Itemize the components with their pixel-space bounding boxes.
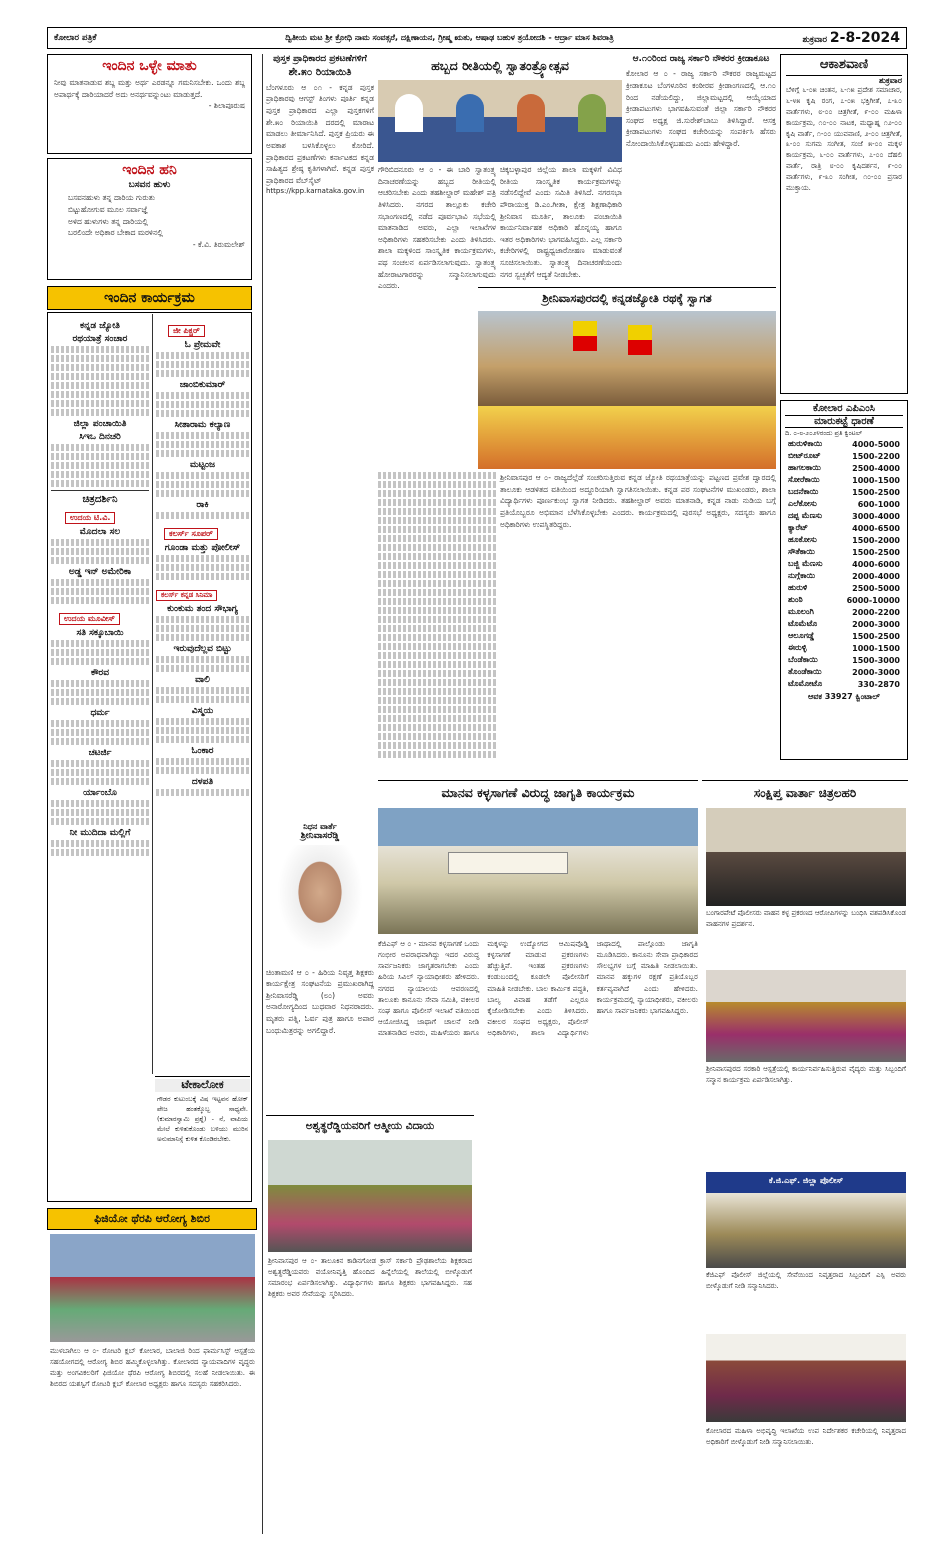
quote-author: - ಶಿಲಾಪೂರುಷ [208, 101, 245, 111]
apmc-commodity: ಮೂಲಂಗಿ [788, 607, 814, 617]
apmc-row [785, 642, 903, 654]
apmc-price: 1500-2000 [852, 535, 900, 545]
programme-item: ವಾಲಿ [195, 675, 210, 685]
quote-body: ನೀವು ಮಾತನಾಡುವ ಶಬ್ದ ಮತ್ತು ಅರ್ಥ ಎರಡನ್ನೂ ಗಮನಿಸಬೇಕು. ಒಂದು ಶಬ್ದ ಅಪಾರ್ಥಕ್ಕೆ ದಾರಿಯಾದರೆ ಅದು ಅನರ್ಥವನ್ನುಂಟು ಮಾಡುತ್ತದೆ. [54, 78, 245, 99]
obit-label: ನಿಧನ ವಾರ್ತೆ [303, 822, 337, 831]
apmc-box [780, 400, 908, 760]
brief-photo-2 [706, 970, 906, 1062]
text-lines [51, 346, 149, 416]
trafficking-title: ಮಾನವ ಕಳ್ಳಸಾಗಣೆ ವಿರುದ್ಧ ಜಾಗೃತಿ ಕಾರ್ಯಕ್ರಮ [441, 785, 635, 801]
apmc-row [785, 594, 903, 606]
apmc-price: 6000-10000 [846, 595, 900, 605]
apmc-commodity: ಟೊಮೆಟೊ [788, 619, 818, 629]
apmc-price: 1500-2200 [852, 451, 900, 461]
programme-sub: ರಥಯಾತ್ರೆ ಸಂಚಾರ [72, 334, 128, 344]
trafficking-body: ಕೆಜಿಎಫ್ ಆ ೦ - ಮಾನವ ಕಳ್ಳಸಾಗಣೆ ಒಂದು ಗಂಭೀರ ಅಪರಾಧವಾಗಿದ್ದು ಇದರ ವಿರುದ್ಧ ಸಾರ್ವಜನಿಕರು ಜಾಗೃತರಾಗಬೇಕು ಎಂದು ಹಿರಿಯ ಸಿವಿಲ್ ನ್ಯಾಯಾಧೀಶರು ಹೇಳಿದರು. ನಗರದ ನ್ಯಾಯಾಲಯ ಆವರಣದಲ್ಲಿ ತಾಲೂಕು ಕಾನೂನು ಸೇವಾ ಸಮಿತಿ, ವಕೀಲರ ಸಂಘ ಹಾಗೂ ಪೊಲೀಸ್ ಇಲಾಖೆ ವತಿಯಿಂದ ಆಯೋಜಿಸಿದ್ದ ಜಾಥಾಗೆ ಚಾಲನೆ ನೀಡಿ ಮಾತನಾಡಿದ ಅವರು, ಮಹಿಳೆಯರು ಹಾಗೂ ಮಕ್ಕಳನ್ನು ಉದ್ಯೋಗದ ಆಮಿಷವೊಡ್ಡಿ ಕಳ್ಳಸಾಗಣೆ ಮಾಡುವ ಪ್ರಕರಣಗಳು ಹೆಚ್ಚುತ್ತಿವೆ. ಇಂತಹ ಪ್ರಕರಣಗಳು ಕಂಡುಬಂದಲ್ಲಿ ಕೂಡಲೇ ಪೊಲೀಸರಿಗೆ ಮಾಹಿತಿ ನೀಡಬೇಕು. ಬಾಲ ಕಾರ್ಮಿಕ ಪದ್ಧತಿ, ಬಾಲ್ಯ ವಿವಾಹ ತಡೆಗೆ ಎಲ್ಲರೂ ಕೈಜೋಡಿಸಬೇಕು ಎಂದು ತಿಳಿಸಿದರು. ವಕೀಲರ ಸಂಘದ ಅಧ್ಯಕ್ಷರು, ಪೊಲೀಸ್ ಅಧಿಕಾರಿಗಳು, ಶಾಲಾ ವಿದ್ಯಾರ್ಥಿಗಳು ಜಾಥಾದಲ್ಲಿ ಪಾಲ್ಗೊಂಡು ಜಾಗೃತಿ ಮೂಡಿಸಿದರು. ಕಾನೂನು ಸೇವಾ ಪ್ರಾಧಿಕಾರದ ಸೌಲಭ್ಯಗಳ ಬಗ್ಗೆ ಮಾಹಿತಿ ನೀಡಲಾಯಿತು. ಮಾನವ ಹಕ್ಕುಗಳ ರಕ್ಷಣೆ ಪ್ರತಿಯೊಬ್ಬರ ಕರ್ತವ್ಯವಾಗಿದೆ ಎಂದು ಹೇಳಿದರು. ಕಾರ್ಯಕ್ರಮದಲ್ಲಿ ನ್ಯಾಯಾಧೀಶರು, ವಕೀಲರು ಹಾಗೂ ಸಾರ್ವಜನಿಕರು ಭಾಗವಹಿಸಿದ್ದರು. [378, 939, 698, 1038]
sports-title: ಆ.೧೦ರಿಂದ ರಾಜ್ಯ ಸರ್ಕಾರಿ ನೌಕರರ ಕ್ರೀಡಾಕೂಟ [632, 54, 770, 64]
brief-caption-4: ಕೋಲಾರದ ಮಹಿಳಾ ಅಭಿವೃದ್ಧಿ ಇಲಾಖೆಯ ಉಪ ನಿರ್ದೇಶಕರ ಕಚೇರಿಯಲ್ಲಿ ನಿವೃತ್ತರಾದ ಅಧಿಕಾರಿಗೆ ಬೀಳ್ಕೊಡುಗೆ ನೀಡಿ ಸನ್ಮಾನಿಸಲಾಯಿತು. [706, 1427, 906, 1446]
apmc-commodity: ಟೊಮೋಟೊ [788, 679, 823, 689]
physio-body: ಮುಳಬಾಗಿಲು ಆ ೦- ರೋಟರಿ ಕ್ಲಬ್ ಕೋಲಾರ, ಬಾಲಾಜಿ ರಿಂದ ಫಾರ್ಮಸಿಸ್ಟ್ ಆಸ್ಪತ್ರೆಯ ಸಹಯೋಗದಲ್ಲಿ ಆರೋಗ್ಯ ಶಿಬಿರ ಹಮ್ಮಿಕೊಳ್ಳಲಾಗಿತ್ತು. ಕೋಲಾರದ ನ್ಯಾಯವಾದಿಗಳ ವೃದ್ಧರು ಮತ್ತು ಅಂಗವಿಕಲರಿಗೆ ಫಿಜಿಯೋ ಥೆರಪಿ ಆರೋಗ್ಯ ಶಿಬಿರದಲ್ಲಿ ಸಲಹೆ ನೀಡಲಾಯಿತು. ಈ ಶಿಬಿರದ ಯಶಸ್ವಿಗೆ ರೋಟರಿ ಕ್ಲಬ್ ಕೋಲಾರ ಅಧ್ಯಕ್ಷರು ಹಾಗೂ ಸದಸ್ಯರು ಸಹಕರಿಸಿದರು. [50, 1347, 255, 1388]
programme-title-bar [47, 286, 252, 310]
text-lines [51, 720, 149, 745]
programme-title: ಇಂದಿನ ಕಾರ್ಯಕ್ರಮ [104, 289, 195, 306]
apmc-commodity: ಕ್ಯಾರೆಟ್ [788, 523, 808, 533]
jyothi-title: ಶ್ರೀನಿವಾಸಪುರದಲ್ಲಿ ಕನ್ನಡಜ್ಯೋತಿ ರಥಕ್ಕೆ ಸ್ವಾಗತ [542, 290, 712, 305]
programme-item: ಸೀತಾರಾಮ ಕಲ್ಯಾಣ [174, 420, 231, 430]
apmc-price: 600-1000 [857, 499, 900, 509]
programme-item: ಇರುವುದೆಲ್ಲವ ಬಿಟ್ಟು [173, 644, 232, 654]
programme-item: ಗೂಂಡಾ ಮತ್ತು ಪೋಲೀಸ್ [164, 543, 241, 553]
apmc-price-table [785, 438, 903, 690]
hani-line: ಅಳಿದ ಹುಳುಗಳು ತನ್ನ ದಾರಿಯಲ್ಲಿ [68, 216, 148, 226]
apmc-commodity: ಎಲೆಕೋಸು [788, 499, 817, 509]
brief-photo-4 [706, 1334, 906, 1422]
brief-photo-3 [706, 1172, 906, 1268]
apmc-commodity: ಹಾಗಲಕಾಯಿ [788, 463, 821, 473]
programme-left-list [51, 318, 149, 858]
school-body: ಚಿಕ್ಕಬಳ್ಳಾಪುರ ಜಿಲ್ಲೆಯ ಶಾಲಾ ಮಕ್ಕಳಿಗೆ ವಿವಿಧ ರೀತಿಯ ಸಾಂಸ್ಕೃತಿಕ ಕಾರ್ಯಕ್ರಮಗಳನ್ನು ನಡೆಸಲಿದ್ದೇವೆ ಎಂದು ಸಮಿತಿ ತಿಳಿಸಿದೆ. ನಗರಸಭಾ ಪೌರಾಯುಕ್ತ ಡಿ.ಎಂ.ಗೀತಾ, ಕ್ಷೇತ್ರ ಶಿಕ್ಷಣಾಧಿಕಾರಿ ಶ್ರೀನಿವಾಸ ಮೂರ್ತಿ, ತಾಲೂಕು ಪಂಚಾಯಿತಿ ಕಾರ್ಯನಿರ್ವಾಹಕ ಅಧಿಕಾರಿ ಹೊನ್ನಯ್ಯ ಹಾಗೂ ಇತರ ಅಧಿಕಾರಿಗಳು ಭಾಗವಹಿಸಿದ್ದರು. ಎಲ್ಲ ಸರ್ಕಾರಿ ಕಚೇರಿಗಳಲ್ಲಿ ರಾಷ್ಟ್ರಧ್ವಜಾರೋಹಣ ಮಾಡುವಂತೆ ಸೂಚಿಸಲಾಯಿತು. ಸ್ವಾತಂತ್ರ್ಯ ದಿನಾಚರಣೆಯಂದು ನಗರ ಸ್ವಚ್ಛತೆಗೆ ಆದ್ಯತೆ ನೀಡಬೇಕು. [500, 165, 622, 279]
obit-box [266, 822, 374, 1036]
apmc-price: 4000-6500 [852, 523, 900, 533]
programme-item: ರ್ಯಾಂಬೊ [83, 788, 117, 798]
independence-body-continued [378, 470, 496, 770]
independence-photo [378, 80, 622, 162]
apmc-row [785, 582, 903, 594]
telelok-body: ಗೌಡರ ಕುಟುಂಬಕ್ಕೆ ವಿಷ ಇಟ್ಟವನ ಹೋಕ್ ಪೇಜ ಹಂತಕ್ಕೊಬ್ಬ ಸಾಧ್ಯವೇ. (ಕುಮಾರಸ್ವಾಮಿ ಪ್ರಶ್ನೆ) - ನೆ, ವಾಪಿಯ ಮೇಲೆ ಕುಳಿತುಕೊಂಡು ಬಳಿಯು ಮುರಿಸ ಅನುಮಾನಿಸ್ಸೆ ಕುಳಿತ ಕೊಂಡಿರಬೇಕು. [157, 1094, 248, 1143]
programme-item: ಮಟ್ಟಂಜ [189, 460, 216, 470]
apmc-row [785, 678, 903, 690]
apmc-row [785, 534, 903, 546]
text-lines [51, 539, 149, 564]
col-divider [262, 54, 263, 1534]
apmc-price: 1500-2500 [852, 487, 900, 497]
meeting-people [378, 94, 622, 132]
apmc-price: 3000-4000 [852, 511, 900, 521]
apmc-row [785, 558, 903, 570]
apmc-row [785, 498, 903, 510]
masthead-panchanga: ದ್ವಿತೀಯ ಮಟ ಶ್ರೀ ಕ್ರೋಧಿ ನಾಮ ಸಂವತ್ಸರೆ, ದಕ್ಷಿಣಾಯನ, ಗ್ರೀಷ್ಮ ಋತು, ಆಷಾಢ ಬಹುಳ ತ್ರಯೋದಶಿ - ಆರ್ದ್ರಾ ಮಾಸ ಶಿವರಾತ್ರಿ [285, 33, 614, 42]
independence-body: ಗೌರಿಬಿದನೂರು ಆ ೦ - ಈ ಬಾರಿ ಸ್ವಾತಂತ್ರ್ಯ ದಿನಾಚರಣೆಯನ್ನು ಹಬ್ಬದ ರೀತಿಯಲ್ಲಿ ಆಚರಿಸಬೇಕು ಎಂದು ತಹಶೀಲ್ದಾರ್ ಮಹೇಶ್ ಪತ್ರಿ ತಿಳಿಸಿದರು. ನಗರದ ತಾಲ್ಲೂಕು ಕಚೇರಿ ಸಭಾಂಗಣದಲ್ಲಿ ನಡೆದ ಪೂರ್ವಭಾವಿ ಸಭೆಯಲ್ಲಿ ಮಾತನಾಡಿದ ಅವರು, ಎಲ್ಲಾ ಇಲಾಖೆಗಳ ಅಧಿಕಾರಿಗಳು ಸಹಕರಿಸಬೇಕು ಎಂದು ತಿಳಿಸಿದರು. ಶಾಲಾ ಮಕ್ಕಳಿಂದ ಸಾಂಸ್ಕೃತಿಕ ಕಾರ್ಯಕ್ರಮಗಳು, ಪಥ ಸಂಚಲನ ಏರ್ಪಡಿಸಲಾಗುವುದು. ಸ್ವಾತಂತ್ರ್ಯ ಹೋರಾಟಗಾರರನ್ನು ಸನ್ಮಾನಿಸಲಾಗುವುದು ಎಂದರು. [378, 165, 496, 291]
independence-title: ಹಬ್ಬದ ರೀತಿಯಲ್ಲಿ ಸ್ವಾತಂತ್ರ್ಯೋತ್ಸವ [431, 57, 569, 73]
book-box [266, 54, 374, 197]
hani-line: ಬಸವನಹುಳು ತನ್ನ ದಾರಿಯ ಗುರುತು [68, 193, 156, 203]
apmc-row [785, 438, 903, 450]
apmc-commodity: ನುಗ್ಗೆಕಾಯಿ [788, 571, 816, 581]
trafficking-title-bar [378, 780, 698, 806]
programme-item: ಕುಂಕುಮ ತಂದ ಸೌಭಾಗ್ಯ [167, 604, 238, 614]
programme-item: ದಳಪತಿ [191, 777, 214, 787]
apmc-price: 4000-6000 [852, 559, 900, 569]
jyothi-photo [478, 311, 776, 469]
apmc-price: 1000-1500 [852, 475, 900, 485]
apmc-commodity: ಸೋರೆಕಾಯಿ [788, 475, 820, 485]
apmc-price: 4000-5000 [852, 439, 900, 449]
radio-title: ಆಕಾಶವಾಣಿ [786, 58, 902, 76]
apmc-row [785, 450, 903, 462]
programme-item: ಓಂಕಾರ [191, 746, 214, 756]
text-lines [51, 444, 149, 487]
text-lines [51, 800, 149, 825]
text-lines [156, 472, 249, 497]
masthead [47, 27, 907, 49]
apmc-price: 330-2870 [857, 679, 900, 689]
radio-box [780, 54, 908, 394]
masthead-day: ಶುಕ್ರವಾರ [802, 35, 827, 45]
physio-photo [50, 1234, 255, 1342]
apmc-commodity: ಹೂಕೋಸು [788, 535, 817, 545]
masthead-date: 2-8-2024 [829, 30, 900, 46]
hani-lines [54, 192, 245, 239]
text-lines [51, 760, 149, 785]
farewell-photo [268, 1140, 472, 1252]
programme-sub: ಸಿಇಒ ದಿನಚರಿ [79, 432, 121, 442]
apmc-row [785, 570, 903, 582]
brief-photo-1 [706, 808, 906, 906]
apmc-arrival: ಆವಕ 33927 ಕ್ವಿಂಟಾಲ್ [808, 692, 880, 702]
apmc-commodity: ದಪ್ಪ ಮೆಣಸು [788, 511, 823, 521]
quote-title: ಇಂದಿನ ಒಳ್ಳೇ ಮಾತು [102, 58, 197, 74]
apmc-row [785, 510, 903, 522]
programme-item: ಮೊದಲಾ ಸಲ [79, 527, 121, 537]
text-lines [156, 789, 249, 796]
apmc-price: 2500-5000 [852, 583, 900, 593]
text-lines [156, 512, 249, 519]
programme-item: ನೀ ಮುದಿದಾ ಮಲ್ಲಿಗೆ [69, 828, 131, 838]
programme-item: ಧರ್ಮ [90, 708, 110, 718]
brief-photo-banner: ಕೆ.ಜಿ.ಎಫ್. ಜಿಲ್ಲಾ ಪೊಲೀಸ್ [768, 1176, 844, 1185]
channel-tag: ಉದಯ ಮೂವೀಸ್ [59, 613, 120, 625]
programme-right-list [156, 318, 249, 798]
telelok-title: ಟೇಕಾಲೋಕ [155, 1079, 250, 1092]
apmc-row [785, 546, 903, 558]
programme-item: ಚಿತ್ರದರ್ಶಿನಿ [51, 490, 149, 505]
apmc-price: 1500-2500 [852, 631, 900, 641]
trafficking-photo [378, 808, 698, 934]
programme-item: ಓ ಪ್ರೇಮವೇ [184, 340, 221, 350]
apmc-commodity: ಸೌತೆಕಾಯಿ [788, 547, 815, 557]
brief-caption-1: ಬಂಗಾರಪೇಟೆ ಪೊಲೀಸರು ವಾಹನ ಕಳ್ಳ ಪ್ರಕರಣದ ಆರೋಪಿಗಳನ್ನು ಬಂಧಿಸಿ ವಶಪಡಿಸಿಕೊಂಡ ವಾಹನಗಳ ಪ್ರದರ್ಶನ. [706, 909, 906, 928]
apmc-title: ಕೋಲಾರ ಎಪಿಎಂಸಿ [785, 403, 903, 416]
channel-tag: ಜೀ ಪಿಕ್ಚರ್ [168, 325, 205, 337]
flag-icon [573, 321, 597, 351]
text-lines [156, 616, 249, 641]
person [395, 94, 423, 132]
apmc-row [785, 462, 903, 474]
programme-item: ವಿಸ್ಮಯ [191, 706, 214, 716]
apmc-price: 2500-4000 [852, 463, 900, 473]
apmc-commodity: ಆಲೂಗಡ್ಡೆ [788, 631, 815, 641]
farewell-title-bar [266, 1115, 474, 1137]
independence-title-bar [378, 54, 622, 78]
text-lines [51, 680, 149, 705]
text-lines [156, 352, 249, 377]
text-lines [156, 555, 249, 580]
farewell-title: ಅಶ್ವತ್ಥರೆಡ್ಡಿಯವರಿಗೆ ಆತ್ಮೀಯ ವಿದಾಯ [305, 1120, 435, 1133]
programme-item: ಚಟರ್ಜಿ [88, 748, 112, 758]
apmc-commodity: ಬದನೆಕಾಯಿ [788, 487, 819, 497]
book-subtitle: ಶೇ.೫೦ ರಿಯಾಯಿತಿ [288, 67, 352, 79]
sports-body: ಕೋಲಾರ ಆ ೦ - ರಾಜ್ಯ ಸರ್ಕಾರಿ ನೌಕರರ ರಾಜ್ಯಮಟ್ಟದ ಕ್ರೀಡಾಕೂಟ ಬೆಂಗಳೂರಿನ ಕಂಠೀರವ ಕ್ರೀಡಾಂಗಣದಲ್ಲಿ ಆ.೧೦ ರಿಂದ ನಡೆಯಲಿದ್ದು, ಜಿಲ್ಲಾಮಟ್ಟದಲ್ಲಿ ಆಯ್ಕೆಯಾದ ಕ್ರೀಡಾಪಟುಗಳು ಭಾಗವಹಿಸುವಂತೆ ಜಿಲ್ಲಾ ಸರ್ಕಾರಿ ನೌಕರರ ಸಂಘದ ಅಧ್ಯಕ್ಷ ಜಿ.ಸುರೇಶ್‌ಬಾಬು ತಿಳಿಸಿದ್ದಾರೆ. ಆಸಕ್ತ ಕ್ರೀಡಾಪಟುಗಳು ಸಂಘದ ಕಚೇರಿಯನ್ನು ಸಂಪರ್ಕಿಸಿ ಹೆಸರು ನೋಂದಾಯಿಸಿಕೊಳ್ಳಬಹುದು ಎಂದು ಹೇಳಿದ್ದಾರೆ. [626, 69, 776, 149]
brief-caption-2: ಶ್ರೀನಿವಾಸಪುರದ ಸರಕಾರಿ ಆಸ್ಪತ್ರೆಯಲ್ಲಿ ಕಾರ್ಯನಿರ್ವಹಿಸುತ್ತಿರುವ ವೈದ್ಯರು ಮತ್ತು ಸಿಬ್ಬಂದಿಗೆ ಸನ್ಮಾನ ಕಾರ್ಯಕ್ರಮ ಏರ್ಪಡಿಸಲಾಗಿತ್ತು. [706, 1065, 906, 1084]
sports-box [626, 54, 776, 282]
hani-subtitle: ಬಸವನ ಹುಳು [128, 180, 171, 191]
apmc-row [785, 486, 903, 498]
text-lines [51, 579, 149, 604]
text-lines [378, 472, 496, 758]
flag-icon [628, 325, 652, 355]
apmc-commodity: ಬಜ್ಜಿ ಮೆಣಸು [788, 559, 823, 569]
apmc-commodity: ಹುರುಳಿಕಾಯಿ [788, 439, 823, 449]
telelok-box [155, 1076, 250, 1198]
physio-title: ಫಿಜಿಯೋ ಥೆರಪಿ ಆರೋಗ್ಯ ಶಿಬಿರ [94, 1211, 210, 1225]
apmc-row [785, 474, 903, 486]
text-lines [156, 687, 249, 703]
hani-title: ಇಂದಿನ ಹನಿ [122, 162, 177, 178]
apmc-note: ದಿ. ೦-೮-೨೦೨೪ರಂದು ಪ್ರತಿ ಕ್ವಿಂಟಲ್ [785, 429, 863, 437]
text-lines [156, 718, 249, 743]
text-lines [156, 432, 249, 457]
text-lines [156, 392, 249, 417]
hani-box [47, 158, 252, 280]
quote-box [47, 54, 252, 154]
masthead-paper-name: ಕೋಲಾರ ಪತ್ರಿಕೆ [54, 33, 97, 43]
apmc-price: 1000-1500 [852, 643, 900, 653]
programme-item: ಜಾಂಬಿಕುಮಾರ್ [179, 380, 226, 390]
text-lines [156, 758, 249, 774]
text-lines [51, 840, 149, 856]
brief-title-bar [702, 780, 908, 806]
channel-tag: ಕಲರ್ಸ್ ಕನ್ನಡ ಸಿನಿಮಾ [156, 590, 217, 601]
physio-title-bar [47, 1208, 257, 1230]
obit-name: ಶ್ರೀನಿವಾಸರೆಡ್ಡಿ [300, 831, 340, 842]
book-url: https://kpp.karnataka.gov.in [266, 187, 365, 196]
person [517, 94, 545, 132]
apmc-row [785, 606, 903, 618]
radio-subtitle: ಶುಕ್ರವಾರ [878, 75, 902, 85]
masthead-dateline [802, 30, 900, 46]
apmc-commodity: ಈರುಳ್ಳಿ [788, 643, 807, 653]
programme-item: ರಾಕಿ [196, 500, 209, 510]
programme-item: ಅಡ್ಡ ಇನ್ ಅಮೇರಿಕಾ [68, 567, 132, 577]
obit-body: ಚಿಂತಾಮಣಿ ಆ ೦ - ಹಿರಿಯ ನಿವೃತ್ತ ಶಿಕ್ಷಕರು ಕಾರ್ಯಕ್ಷೇತ್ರ ಸಂಘಟನೆಯ ಪ್ರಮುಖರಾಗಿದ್ದ ಶ್ರೀನಿವಾಸರೆಡ್ಡಿ (೮೦) ಅವರು ಅನಾರೋಗ್ಯದಿಂದ ಬುಧವಾರ ನಿಧನರಾದರು. ಮೃತರು ಪತ್ನಿ, ಓರ್ವ ಪುತ್ರ ಹಾಗೂ ಅಪಾರ ಬಂಧುಮಿತ್ರರನ್ನು ಅಗಲಿದ್ದಾರೆ. [266, 967, 374, 1035]
jyothi-body: ಶ್ರೀನಿವಾಸಪುರ ಆ ೦- ರಾಜ್ಯದೆಲ್ಲೆಡೆ ಸಂಚರಿಸುತ್ತಿರುವ ಕನ್ನಡ ಜ್ಯೋತಿ ರಥಯಾತ್ರೆಯನ್ನು ಪಟ್ಟಣದ ಪ್ರವೇಶ ದ್ವಾರದಲ್ಲಿ ತಾಲೂಕು ಆಡಳಿತದ ವತಿಯಿಂದ ಅದ್ದೂರಿಯಾಗಿ ಸ್ವಾಗತಿಸಲಾಯಿತು. ಕನ್ನಡ ಪರ ಸಂಘಟನೆಗಳ ಮುಖಂಡರು, ಶಾಲಾ ವಿದ್ಯಾರ್ಥಿಗಳು ಪೂರ್ಣಕುಂಭ ಸ್ವಾಗತ ನೀಡಿದರು. ತಹಶೀಲ್ದಾರ್ ಅವರು ಮಾತನಾಡಿ, ಕನ್ನಡ ನಾಡು ನುಡಿಯ ಬಗ್ಗೆ ಪ್ರತಿಯೊಬ್ಬರೂ ಅಭಿಮಾನ ಬೆಳೆಸಿಕೊಳ್ಳಬೇಕು ಎಂದರು. ಕಾರ್ಯಕ್ರಮದಲ್ಲಿ ಪುರಸಭೆ ಅಧ್ಯಕ್ಷರು, ಸದಸ್ಯರು ಹಾಗೂ ಅಧಿಕಾರಿಗಳು ಉಪಸ್ಥಿತರಿದ್ದರು. [500, 473, 776, 529]
apmc-price: 2000-3000 [852, 619, 900, 629]
brief-caption-3: ಕೆಜಿಎಫ್ ಪೊಲೀಸ್ ಜಿಲ್ಲೆಯಲ್ಲಿ ಸೇವೆಯಿಂದ ನಿವೃತ್ತರಾದ ಸಿಬ್ಬಂದಿಗೆ ಎಸ್ಪಿ ಅವರು ಬೀಳ್ಕೊಡುಗೆ ನೀಡಿ ಸನ್ಮಾನಿಸಿದರು. [706, 1271, 906, 1290]
apmc-commodity: ಬೀಟ್‌ರೂಟ್ [788, 451, 821, 461]
apmc-row [785, 654, 903, 666]
hani-line: ಬರಲಿಂದೇ ಅಧಿಕಾರ ಬೇಕಾದ ಮರಳಿನಲ್ಲಿ [68, 228, 163, 238]
book-title: ಪುಸ್ತಕ ಪ್ರಾಧಿಕಾರದ ಪ್ರಕಟಣೆಗಳಿಗೆ [273, 54, 367, 64]
apmc-price: 1500-3000 [852, 655, 900, 665]
rally-banner [448, 852, 568, 874]
programme-item: ಕನ್ನಡ ಜ್ಯೋತಿ [80, 321, 120, 331]
apmc-commodity: ಹುರುಳಿ [788, 583, 808, 593]
programme-item: ಕೌರವ [91, 668, 109, 678]
radio-body: ಬೆಳಿಗ್ಗೆ ೬-೦೫ ಚಿಂತನ, ೬-೧೫ ಪ್ರದೇಶ ಸಮಾಚಾರ, ೬-೪೫ ಕೃಷಿ ರಂಗ, ೭-೦೫ ಭಕ್ತಿಗೀತೆ, ೭-೩೦ ವಾರ್ತೆಗಳು, ೮-೦೦ ಚಿತ್ರಗೀತೆ, ೯-೦೦ ಮಹಿಳಾ ಕಾರ್ಯಕ್ರಮ, ೧೦-೦೦ ನಾಟಕ, ಮಧ್ಯಾಹ್ನ ೧೨-೦೦ ಕೃಷಿ ವಾರ್ತೆ, ೧-೦೦ ಯುವವಾಣಿ, ೨-೦೦ ಚಿತ್ರಗೀತೆ, ೩-೦೦ ಸುಗಮ ಸಂಗೀತ, ಸಂಜೆ ೫-೦೦ ಮಕ್ಕಳ ಕಾರ್ಯಕ್ರಮ, ೬-೦೦ ವಾರ್ತೆಗಳು, ೭-೦೦ ದೆಹಲಿ ವಾರ್ತೆ, ರಾತ್ರಿ ೮-೦೦ ಕೃಷಿದರ್ಶನ, ೯-೦೦ ವಾರ್ತೆಗಳು, ೯-೩೦ ಸಂಗೀತ, ೧೦-೦೦ ಪ್ರಸಾರ ಮುಕ್ತಾಯ. [786, 86, 902, 192]
farewell-body: ಶ್ರೀನಿವಾಸಪುರ ಆ ೦- ತಾಲೂಕಿನ ಕಾಡಿನಗೋಡ ಕ್ರಾಸ್ ಸರ್ಕಾರಿ ಪ್ರೌಢಶಾಲೆಯ ಶಿಕ್ಷಕರಾದ ಅಶ್ವತ್ಥರೆಡ್ಡಿಯವರು ವಯೋನಿವೃತ್ತಿ ಹೊಂದಿದ ಹಿನ್ನೆಲೆಯಲ್ಲಿ ಶಾಲೆಯಲ್ಲಿ ಬೀಳ್ಕೊಡುಗೆ ಸಮಾರಂಭ ಏರ್ಪಡಿಸಲಾಗಿತ್ತು. ವಿದ್ಯಾರ್ಥಿಗಳು ಹಾಗೂ ಶಿಕ್ಷಕರು ಭಾಗವಹಿಸಿದ್ದರು. ಸಹ ಶಿಕ್ಷಕರು ಅವರ ಸೇವೆಯನ್ನು ಸ್ಮರಿಸಿದರು. [268, 1257, 472, 1298]
channel-tag: ಕಲರ್ಸ್ ಸೂಪರ್ [164, 528, 218, 540]
apmc-commodity: ಬೆಂಡೆಕಾಯಿ [788, 655, 818, 665]
brief-title: ಸಂಕ್ಷಿಪ್ತ ವಾರ್ತಾ ಚಿತ್ರಲಹರಿ [753, 785, 857, 800]
hani-line: ಬಿಟ್ಟುಹೋಗುವ ಮೂಲ ಸರ್ವಾಜ್ಞೆ [68, 205, 148, 215]
book-body: ಬೆಂಗಳೂರು ಆ ೦೧ - ಕನ್ನಡ ಪುಸ್ತಕ ಪ್ರಾಧಿಕಾರವು ಆಗಸ್ಟ್ ತಿಂಗಳು ಪೂರ್ತಿ ಕನ್ನಡ ಪುಸ್ತಕ ಪ್ರಾಧಿಕಾರದ ಎಲ್ಲಾ ಪುಸ್ತಕಗಳಿಗೆ ಶೇ.೫೦ ರಿಯಾಯಿತಿ ದರದಲ್ಲಿ ಮಾರಾಟ ಮಾಡಲು ತೀರ್ಮಾನಿಸಿದೆ. ಪುಸ್ತಕ ಪ್ರಿಯರು ಈ ಅವಕಾಶ ಬಳಸಿಕೊಳ್ಳಲು ಕೋರಿದೆ. ಪ್ರಾಧಿಕಾರದ ಪ್ರಕಟಣೆಗಳು ಕರ್ನಾಟಕದ ಕನ್ನಡ ಸಾಹಿತ್ಯದ ಶ್ರೇಷ್ಠ ಕೃತಿಗಳಾಗಿವೆ. ಕನ್ನಡ ಪುಸ್ತಕ ಪ್ರಾಧಿಕಾರದ ವೆಬ್‌ಸೈಟ್ [266, 82, 374, 185]
programme-item: ಜಿಲ್ಲಾ ಪಂಚಾಯಿತಿ [73, 419, 127, 429]
apmc-subtitle: ಮಾರುಕಟ್ಟೆ ಧಾರಣೆ [785, 416, 903, 429]
apmc-price: 2000-3000 [852, 667, 900, 677]
apmc-row [785, 630, 903, 642]
text-lines [51, 640, 149, 665]
apmc-row [785, 618, 903, 630]
apmc-row [785, 522, 903, 534]
apmc-price: 2000-4000 [852, 571, 900, 581]
person [578, 94, 606, 132]
hani-author: - ಕೆ.ವಿ. ತಿರುಮಲೇಶ್ [192, 239, 245, 249]
person [456, 94, 484, 132]
obit-photo [270, 845, 370, 963]
apmc-commodity: ಶುಂಠಿ [788, 595, 803, 605]
text-lines [156, 656, 249, 672]
apmc-price: 2000-2200 [852, 607, 900, 617]
apmc-row [785, 666, 903, 678]
programme-divider [152, 314, 153, 1074]
channel-tag: ಉದಯ ಟಿ.ವಿ. [65, 512, 115, 524]
apmc-commodity: ತೊಂಡೆಕಾಯಿ [788, 667, 822, 677]
jyothi-title-bar [478, 287, 776, 309]
apmc-price: 1500-2500 [852, 547, 900, 557]
programme-item: ಸತಿ ಸಕ್ಕೂಬಾಯಿ [76, 628, 124, 638]
